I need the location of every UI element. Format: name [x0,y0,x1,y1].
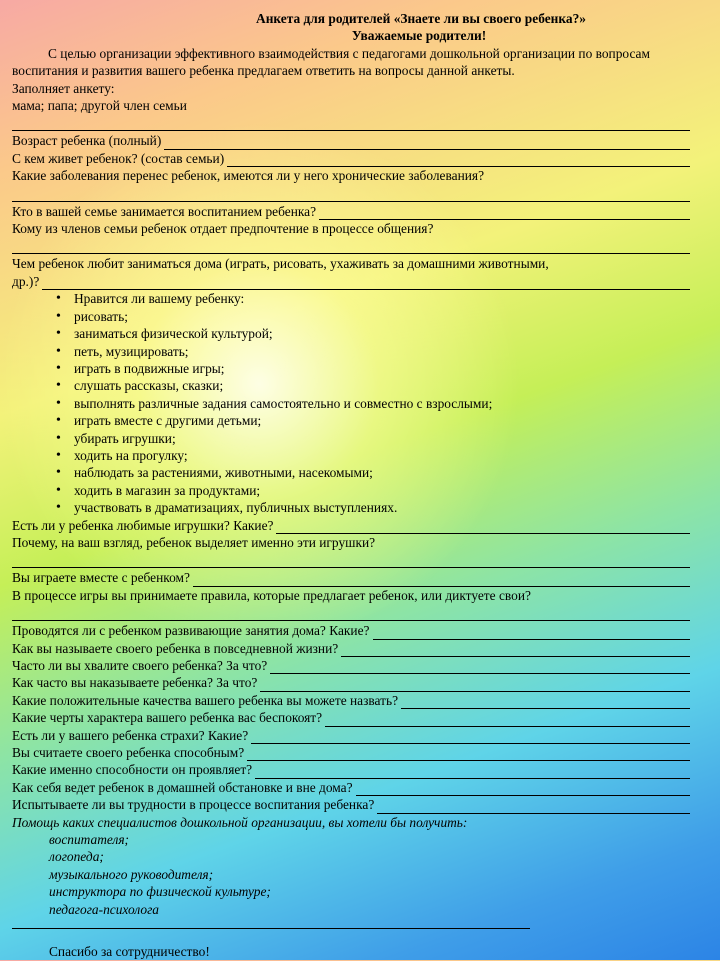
question-row [12,692,690,709]
question-upbringing-label: Кто в вашей семье занимается воспитанием ребенка? [12,203,317,219]
list-item: логопеда; [49,849,104,865]
answer-blank[interactable] [341,643,690,657]
question-age [12,132,690,149]
question-preference-label: Кому из членов семьи ребенок отдает предпочтение в процессе общения? [12,221,434,237]
question-row [12,640,690,657]
list-item: • выполнять различные задания самостоятельно и совместно с взрослыми; [56,395,690,412]
activities-list [12,290,690,516]
question-row [12,709,690,726]
answer-blank[interactable] [373,626,691,640]
question-label: Вы считаете своего ребенка способным? [12,745,245,761]
specialists-list [12,831,690,918]
question-row [12,796,690,813]
answer-blank-play-together[interactable] [193,573,690,587]
question-row [12,657,690,674]
question-family [12,150,690,167]
answer-line-preference[interactable] [12,237,690,254]
question-specialists-label: Помощь каких специалистов дошкольной организации, вы хотели бы получить: [12,814,468,830]
intro-paragraph: С целью организации эффективного взаимодействия с педагогами дошкольной организации по вопросам воспитания и развития вашего ребенка предлагаем ответить на вопросы данной анкеты. [12,45,650,79]
list-item: воспитателя; [49,832,129,848]
list-item: педагога-психолога [49,901,159,917]
question-label: Проводятся ли с ребенком развивающие занятия дома? Какие? [12,623,370,639]
answer-blank[interactable] [260,678,690,692]
answer-blank[interactable] [325,713,690,727]
list-item: инструктора по физической культуре; [49,884,271,900]
list-item: • рисовать; [56,308,690,325]
answer-blank-family[interactable] [227,153,690,167]
question-label: Испытываете ли вы трудности в процессе воспитания ребенка? [12,797,375,813]
list-item: • ходить на прогулку; [56,447,690,464]
filler-label: Заполняет анкету: [12,80,115,96]
question-row [12,622,690,639]
question-label: Как вы называете своего ребенка в повседневной жизни? [12,640,339,656]
list-item: • играть вместе с другими детьми; [56,412,690,429]
answer-blank[interactable] [255,765,690,779]
page-subtitle: Уважаемые родители! [351,28,487,44]
list-item: • убирать игрушки; [56,430,690,447]
list-item: • слушать рассказы, сказки; [56,377,690,394]
answer-blank[interactable] [247,747,690,761]
question-label: Какие положительные качества вашего ребенка вы можете назвать? [12,692,399,708]
answer-line-filler[interactable] [12,114,690,131]
list-item: • участвовать в драматизациях, публичных выступлениях. [56,499,690,516]
answer-blank-age[interactable] [164,136,690,150]
question-fav-toys [12,517,690,534]
question-row [12,779,690,796]
question-row [12,761,690,778]
list-item: • заниматься физической культурой; [56,325,690,342]
answer-line-why-toys[interactable] [12,551,690,568]
question-fav-toys-label: Есть ли у ребенка любимые игрушки? Какие? [12,517,274,533]
list-item: • играть в подвижные игры; [56,360,690,377]
answer-line-specialists[interactable] [12,918,530,929]
question-label: Как себя ведет ребенок в домашней обстановке и вне дома? [12,779,353,795]
question-row [12,674,690,691]
list-item: • Нравится ли вашему ребенку: [56,290,690,307]
answer-blank-upbringing[interactable] [319,206,690,220]
answer-line-illness[interactable] [12,185,690,202]
answer-line-rules[interactable] [12,604,690,621]
question-age-label: Возраст ребенка (полный) [12,133,162,149]
list-item: • петь, музицировать; [56,343,690,360]
list-item: музыкального руководителя; [49,866,214,882]
thanks-text: Спасибо за сотрудничество! [49,944,210,960]
question-illness-label: Какие заболевания перенес ребенок, имеются ли у него хронические заболевания? [12,168,485,184]
answer-blank[interactable] [356,782,690,796]
question-row [12,727,690,744]
question-family-label: С кем живет ребенок? (состав семьи) [12,150,225,166]
question-label: Часто ли вы хвалите своего ребенка? За что? [12,658,268,673]
list-item: • наблюдать за растениями, животными, насекомыми; [56,464,690,481]
question-why-toys-label: Почему, на ваш взгляд, ребенок выделяет именно эти игрушки? [12,534,376,550]
question-label: Как часто вы наказываете ребенка? За что? [12,675,258,691]
answer-blank[interactable] [251,730,690,744]
answer-blank[interactable] [377,800,690,814]
answer-blank[interactable] [401,695,690,709]
answer-blank-home-activities[interactable] [42,276,690,290]
list-item: • ходить в магазин за продуктами; [56,482,690,499]
question-rules-label: В процессе игры вы принимаете правила, которые предлагает ребенок, или диктуете свои? [12,587,531,603]
filler-options: мама; папа; другой член семьи [12,98,187,114]
question-label: Есть ли у вашего ребенка страхи? Какие? [12,727,249,743]
answer-blank[interactable] [270,660,690,674]
answer-blank-fav-toys[interactable] [276,520,690,534]
question-home-activities [12,273,690,290]
question-row [12,744,690,761]
question-label: Какие именно способности он проявляет? [12,762,253,778]
question-play-together-label: Вы играете вместе с ребенком? [12,570,190,586]
question-play-together [12,569,690,586]
question-upbringing [12,203,690,220]
question-home-activities-label: Чем ребенок любит заниматься дома (играть, рисовать, ухаживать за домашними животными, [12,256,549,272]
question-home-activities-tail: др.)? [12,273,40,289]
questionnaire-sheet [12,10,690,961]
page-title: Анкета для родителей «Знаете ли вы своего ребенка?» [256,11,586,26]
question-label: Какие черты характера вашего ребенка вас беспокоят? [12,710,323,726]
